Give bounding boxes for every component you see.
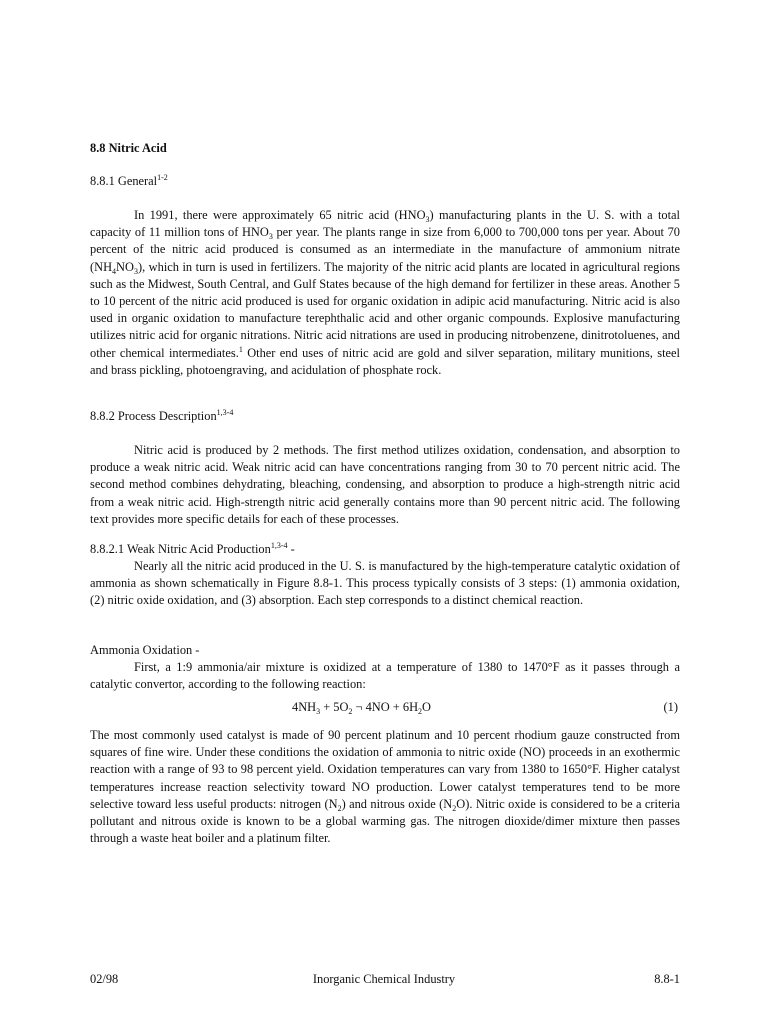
process-heading: 8.8.2 Process Description$^{1,3-4}$ [90,408,234,423]
catalyst-paragraph: The most commonly used catalyst is made of 90 percent platinum and 10 percent rhodium gauze constructed from squares of fine wire. Under these conditions the oxidation of ammonia to nitric oxide (NO) proceeds in an exothermic reaction with a range of 93 to 98 percent yield. Oxidation temperatures can vary from 1380 to 1650°F. Higher catalyst temperatures increase reaction selectivity toward NO production. Lower catalyst temperatures tend to be more selective toward less useful products: nitrogen $(N_2)$ and nitrous oxide $(N_2O)$. Nitric oxide is considered to be a criteria pollutant and nitrous oxide is known to be a global warming gas. The nitrogen dioxide/dimer mixture then passes through a waste heat boiler and a platinum filter. [90,728,681,846]
footer-page-number: 8.8-1 [654,972,680,986]
footer-date: 02/98 [90,972,119,986]
ammonia-oxidation-heading: Ammonia Oxidation - [90,643,200,657]
reaction-equation: $4NH_3 + 5O_2$ ¬ $4NO + 6H_2O$ [292,700,431,716]
equation-number: (1) [663,700,678,714]
reaction-equation-row [90,700,680,718]
process-heading-ref: 1,3-4 [216,408,234,417]
process-paragraph: Nitric acid is produced by 2 methods. The first method utilizes oxidation, condensation, and absorption to produce a weak nitric acid. Weak nitric acid can have concentrations ranging from 30 to 70 percent nitric acid. The second method combines dehydrating, bleaching, condensing, and absorption to produce a high-strength nitric acid from a weak nitric acid. High-strength nitric acid generally contains more than 90 percent nitric acid. The following text provides more specific details for each of these processes. [90,443,680,526]
general-paragraph: In 1991, there were approximately 65 nitric acid $(HNO_3)$ manufacturing plants in the U. S. with a total capacity of 11 million tons of $HNO_3$ per year. The plants range in size from 6,000 to 700,000 tons per year. About 70 percent of the nitric acid produced is consumed as an intermediate in the manufacture of ammonium nitrate $(NH_4NO_3)$, which in turn is used in fertilizers. The majority of the nitric acid plants are located in agricultural regions such as the Midwest, South Central, and Gulf States because of the high demand for fertilizer in these areas. Another 5 to 10 percent of the nitric acid produced is used for organic oxidation in adipic acid manufacturing. Nitric acid is also used in organic oxidation to manufacture terephthalic acid and other organic compounds. Explosive manufacturing utilizes nitric acid for organic nitrations. Nitric acid nitrations are used in producing nitrobenzene, dinitrotoluenes, and other chemical intermediates.$^1$ Other end uses of nitric acid are gold and silver separation, military munitions, steel and brass pickling, photoengraving, and acidulation of phosphate rock. [90,208,681,377]
weak-acid-heading-ref: 1,3-4 [270,541,288,550]
footer-title: Inorganic Chemical Industry [312,972,456,986]
ammonia-oxidation-paragraph: First, a 1:9 ammonia/air mixture is oxidized at a temperature of 1380 to 1470°F as it passes through a catalytic convertor, according to the following reaction: [90,660,680,692]
general-heading-ref: 1-2 [157,173,168,182]
general-heading: 8.8.1 General$^{1-2}$ [90,173,168,188]
section-title: 8.8 Nitric Acid [90,141,167,155]
weak-acid-paragraph: Nearly all the nitric acid produced in the U. S. is manufactured by the high-temperature catalytic oxidation of ammonia as shown schematically in Figure 8.8-1. This process typically consists of 3 steps: (1) ammonia oxidation, (2) nitric oxide oxidation, and (3) absorption. Each step corresponds to a distinct chemical reaction. [90,559,680,608]
weak-acid-heading: 8.8.2.1 Weak Nitric Acid Production$^{1,3-4}$ - [90,541,295,556]
